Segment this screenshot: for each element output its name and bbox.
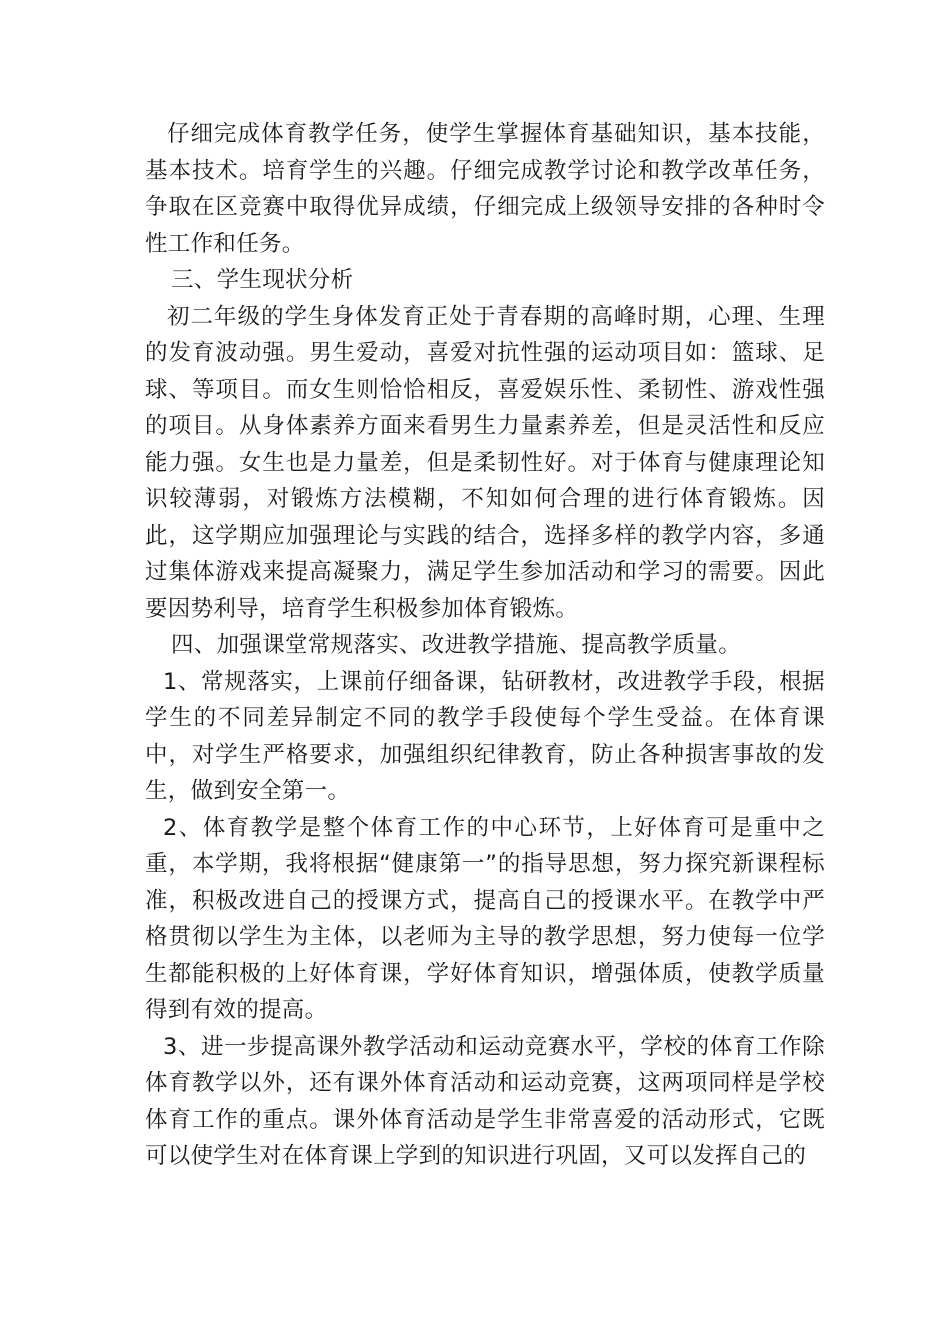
paragraph-item-2: 2、体育教学是整个体育工作的中心环节，上好体育可是重中之重，本学期，我将根据“健康第一”的指导思想，努力探究新课程标准，积极改进自己的授课方式，提高自己的授课水平。在教学中严格贯彻以学生为主体，以老师为主导的教学思想，努力使每一位学生都能积极的上好体育课，学好体育知识，增强体质，使教学质量得到有效的提高。 (145, 814, 825, 1023)
paragraph-goals: 仔细完成体育教学任务，使学生掌握体育基础知识，基本技能，基本技术。培育学生的兴趣。仔细完成教学讨论和教学改革任务，争取在区竞赛中取得优异成绩，仔细完成上级领导安排的各种时令性工作和任务。 (145, 121, 825, 257)
paragraph-item-3: 3、进一步提高课外教学活动和运动竞赛水平，学校的体育工作除体育教学以外，还有课外体育活动和运动竞赛，这两项同样是学校体育工作的重点。课外体育活动是学生非常喜爱的活动形式，它既可以使学生对在体育课上学到的知识进行巩固，又可以发挥自己的 (145, 1033, 825, 1169)
paragraph-item-1: 1、常规落实，上课前仔细备课，钻研教材，改进教学手段，根据学生的不同差异制定不同的教学手段使每个学生受益。在体育课中，对学生严格要求，加强组织纪律教育，防止各种损害事故的发生，做到安全第一。 (145, 668, 825, 804)
heading-classroom-measures: 四、加强课堂常规落实、改进教学措施、提高教学质量。 (171, 632, 742, 658)
document-body (145, 116, 825, 1175)
heading-student-analysis: 三、学生现状分析 (171, 267, 354, 293)
paragraph-student-analysis: 初二年级的学生身体发育正处于青春期的高峰时期，心理、生理的发育波动强。男生爱动，喜爱对抗性强的运动项目如：篮球、足球、等项目。而女生则恰恰相反，喜爱娱乐性、柔韧性、游戏性强的项目。从身体素养方面来看男生力量素养差，但是灵活性和反应能力强。女生也是力量差，但是柔韧性好。对于体育与健康理论知识较薄弱，对锻炼方法模糊，不知如何合理的进行体育锻炼。因此，这学期应加强理论与实践的结合，选择多样的教学内容，多通过集体游戏来提高凝聚力，满足学生参加活动和学习的需要。因此要因势利导，培育学生积极参加体育锻炼。 (145, 303, 825, 622)
